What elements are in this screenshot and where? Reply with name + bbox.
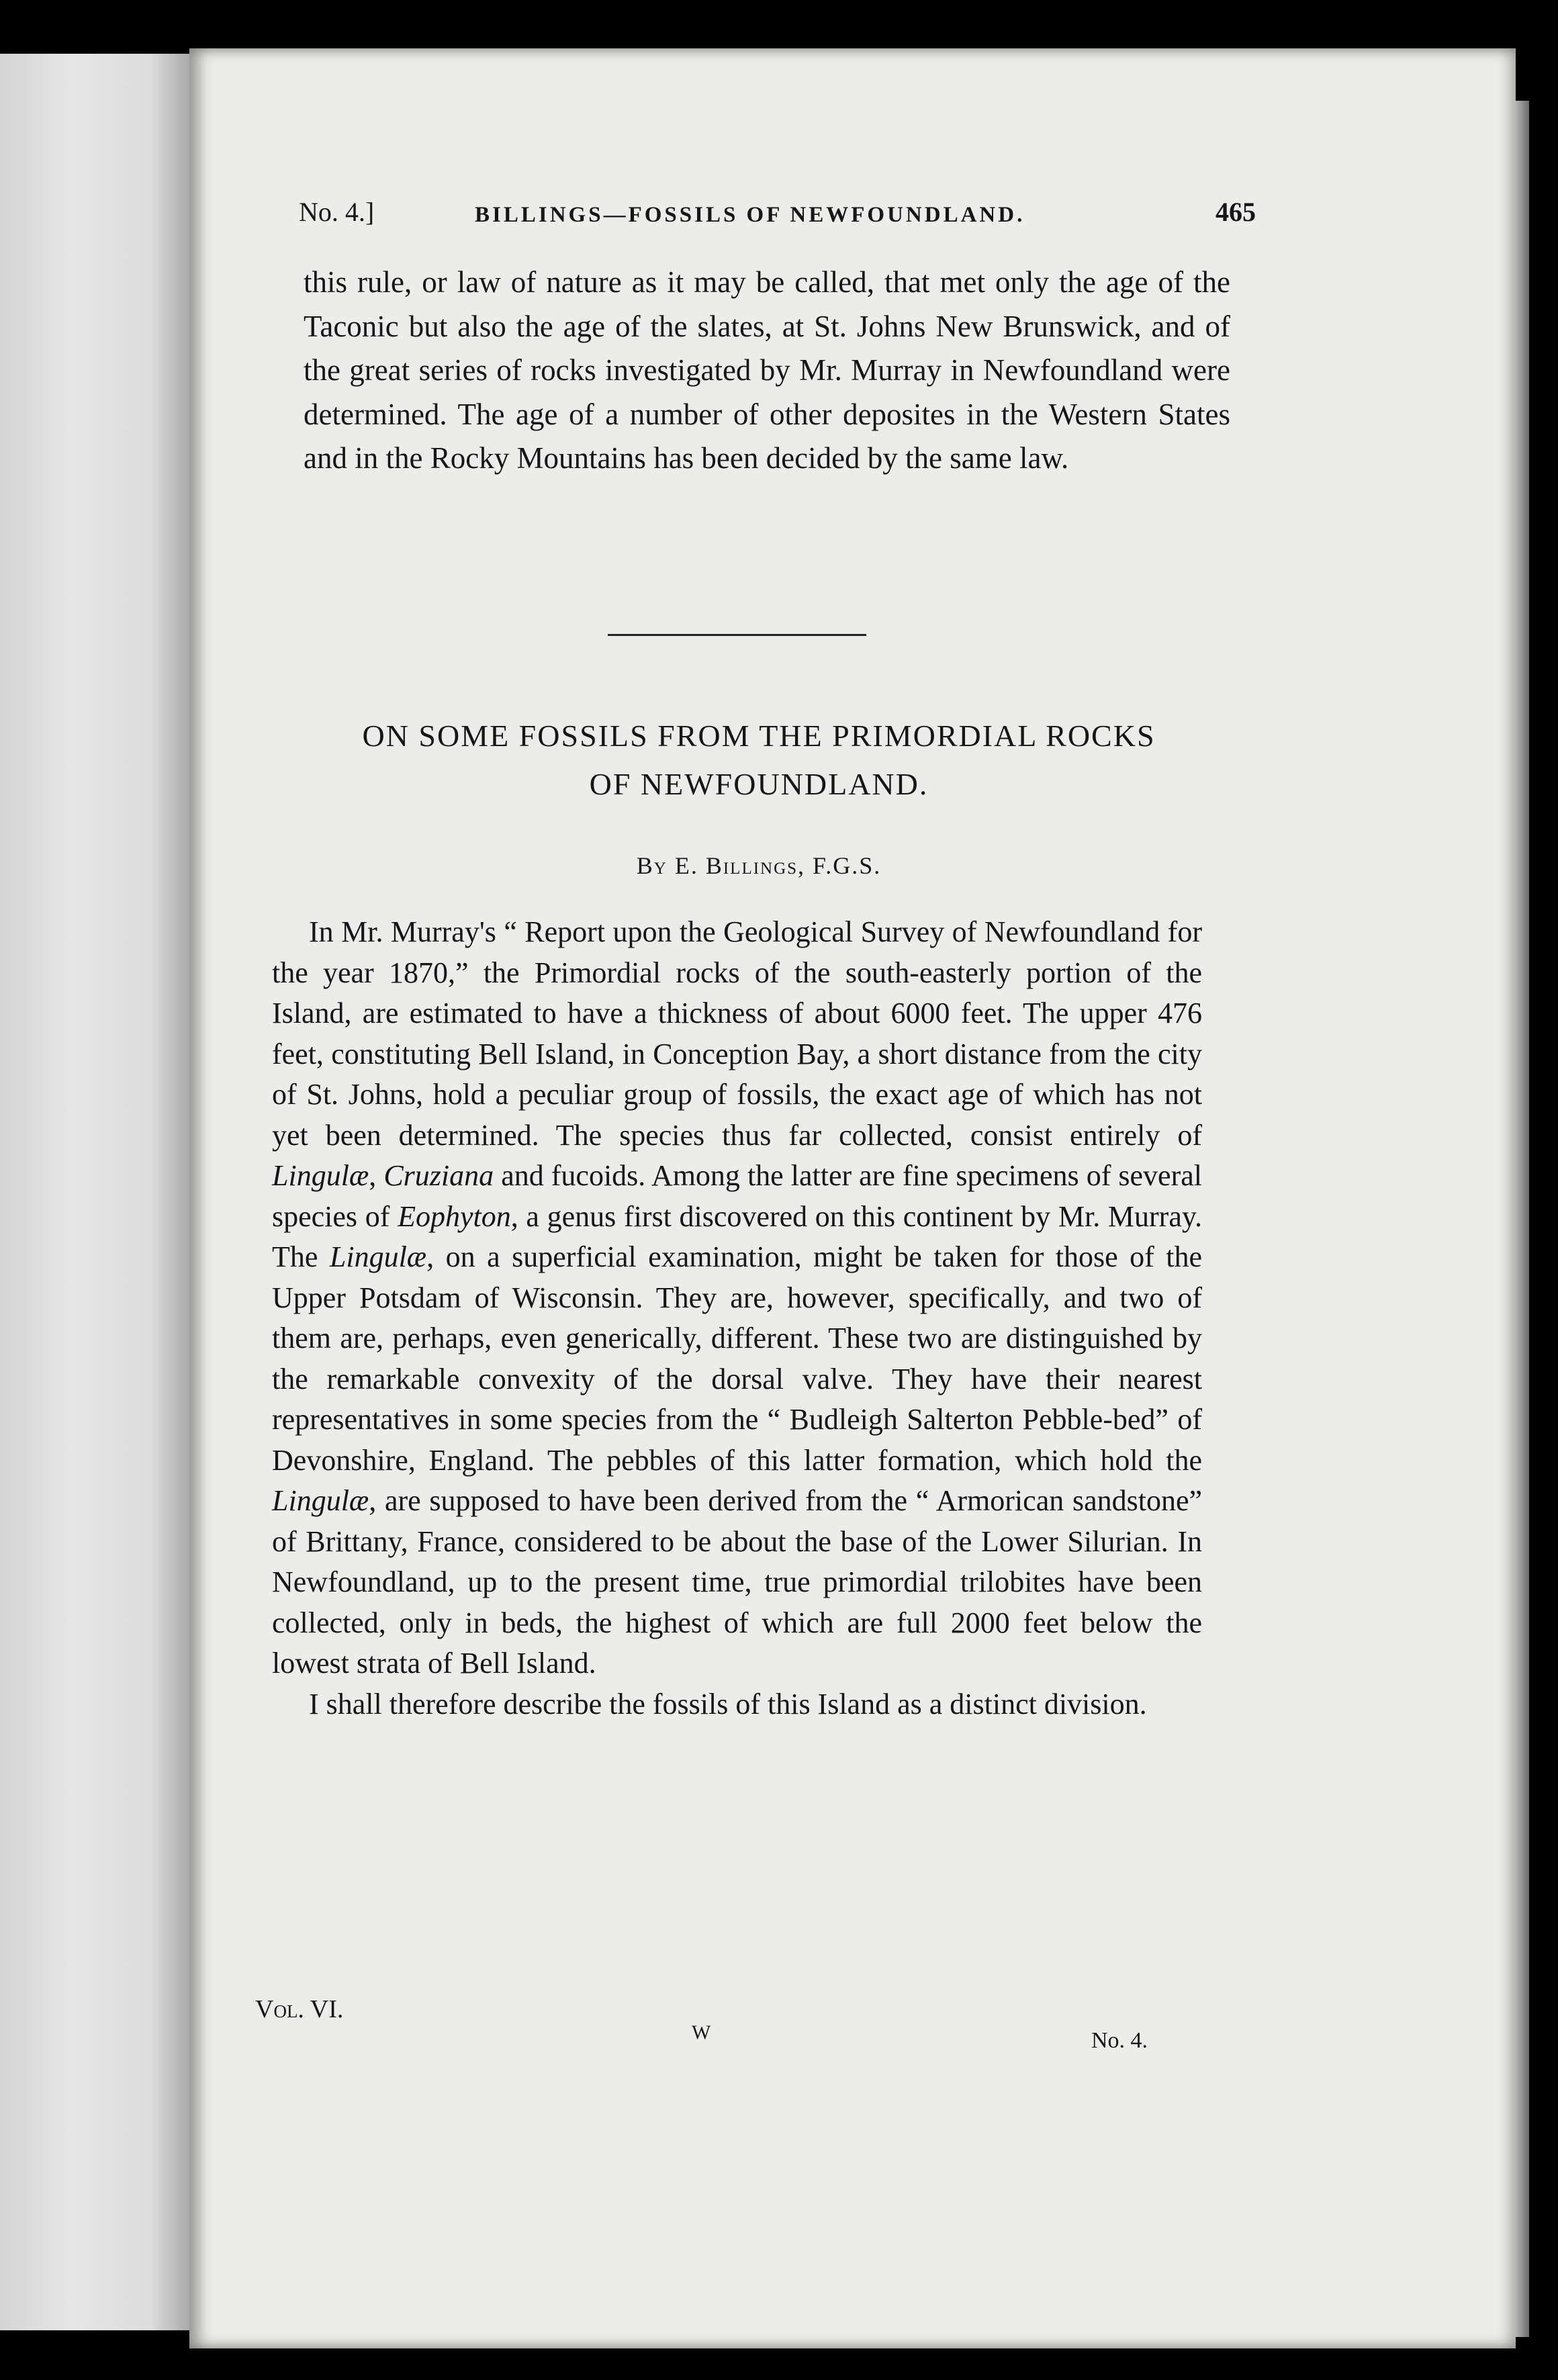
footer-signature-mark: W [692, 2021, 711, 2044]
body-paragraph-2: I shall therefore describe the fossils of this Island as a distinct division. [309, 1687, 1147, 1721]
genus-name: Lingulæ [329, 1240, 427, 1273]
genus-name: Cruziana [383, 1159, 494, 1192]
page-fore-edge [1514, 101, 1529, 2337]
facing-page-edge [0, 54, 201, 2330]
paragraph-text: , a genus first discovered on this continent by Mr. Murray. The [272, 1199, 1202, 1273]
page-number: 465 [1216, 197, 1256, 227]
header-title: BILLINGS—FOSSILS OF NEWFOUNDLAND. [475, 203, 1025, 227]
footer-volume: Vol. VI. [255, 1995, 344, 2023]
continued-paragraph: this rule, or law of nature as it may be called, that met only the age of the Taconic but also the age of the slates, at St. Johns New Brunswick, and of the great series of rocks investigated by Mr. Murray in Newfoundland were determined. The age of a number of other deposites in the Western States and in the Rocky Mountains has been decided by the same law. [304, 265, 1230, 475]
section-divider [608, 634, 866, 636]
genus-name: Eophyton [398, 1199, 511, 1233]
author-byline: By E. Billings, F.G.S. [636, 852, 882, 879]
genus-name: Lingulæ [272, 1159, 369, 1192]
paragraph-text: and fucoids. Among the latter are fine specimens of several species of [272, 1159, 1202, 1233]
footer-issue-number: No. 4. [1091, 2028, 1148, 2053]
paragraph-text: , on a superficial examination, might be taken for those of the Upper Potsdam of Wisconsin. They are, however, specifically, and two of them are, perhaps, even generically, different. These two are distinguished by the remarkable convexity of the dorsal valve. They have their nearest representatives in some species from the “ Budleigh Salterton Pebble-bed” of Devonshire, England. The pebbles of this latter formation, which hold the [272, 1240, 1203, 1477]
genus-name: Lingulæ [272, 1484, 369, 1517]
article-title-line-1: ON SOME FOSSILS FROM THE PRIMORDIAL ROCKS [362, 719, 1156, 753]
article-title-line-2: OF NEWFOUNDLAND. [589, 767, 929, 801]
article-title [282, 712, 1236, 809]
running-header [299, 196, 1256, 243]
header-issue-number: No. 4.] [299, 197, 375, 227]
paragraph-text: , are supposed to have been derived from the “ Armorican sandstone” of Brittany, France, considered to be about the base of the Lower Silurian. In Newfoundland, up to the present time, true primordial trilobites have been collected, only in beds, the highest of which are full 2000 feet below the lowest strata of Bell Island. [272, 1484, 1202, 1680]
article-body [272, 912, 1202, 1725]
paragraph-text: In Mr. Murray's “ Report upon the Geological Survey of Newfoundland for the year 1870,” the Primordial rocks of the south-easterly portion of the Island, are estimated to have a thickness of about 6000 feet. The upper 476 feet, constituting Bell Island, in Conception Bay, a short distance from the city of St. Johns, hold a peculiar group of fossils, the exact age of which has not yet been determined. The species thus far collected, consist entirely of [272, 915, 1202, 1152]
paragraph-text: , [369, 1159, 384, 1192]
body-paragraph-1 [272, 912, 1202, 1684]
